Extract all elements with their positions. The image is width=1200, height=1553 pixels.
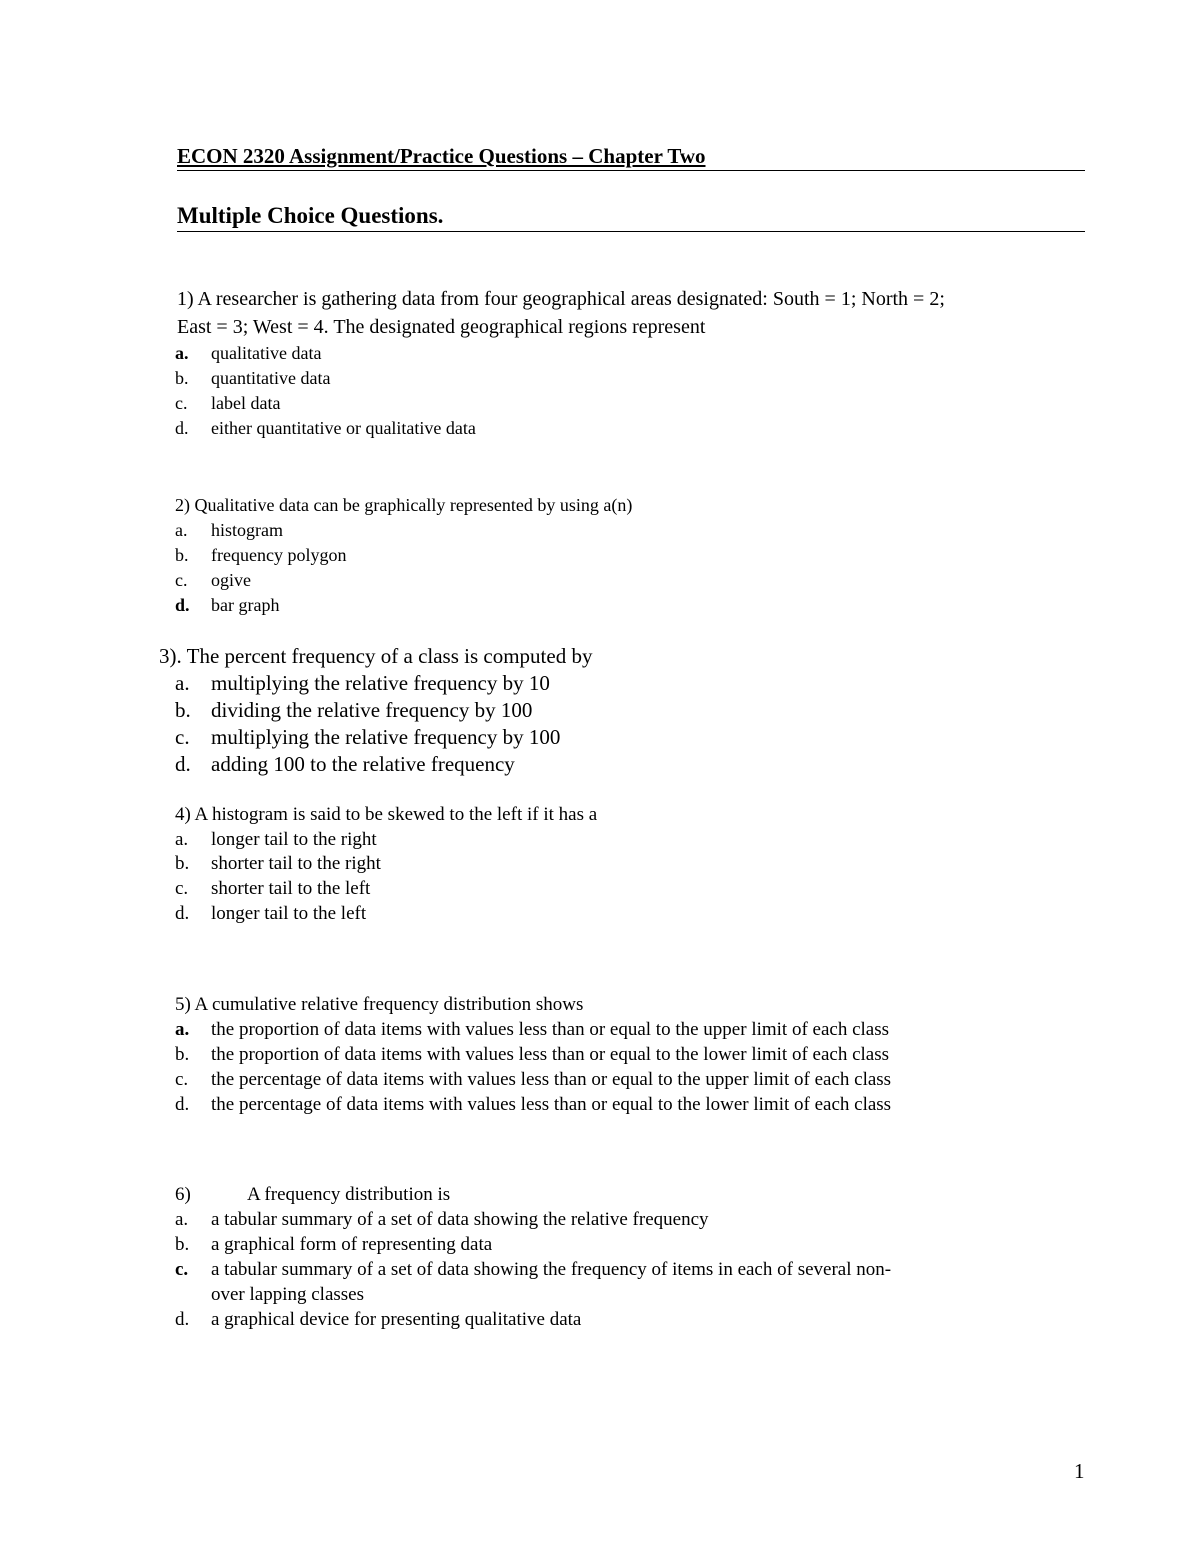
- question-stem: 5) A cumulative relative frequency distribution shows: [175, 994, 584, 1015]
- option-letter: a.: [175, 520, 188, 540]
- option-letter: d.: [175, 1094, 190, 1115]
- answer-option: [175, 593, 632, 618]
- option-text: the percentage of data items with values less than or equal to the lower limit of each class: [211, 1094, 892, 1115]
- answer-option: [175, 543, 632, 568]
- question-5: [175, 992, 892, 1117]
- section-heading: Multiple Choice Questions.: [177, 201, 1085, 232]
- option-text: label data: [211, 393, 281, 413]
- option-text: qualitative data: [211, 343, 322, 363]
- question-3: [159, 643, 592, 670]
- question-stem: 4) A histogram is said to be skewed to the left if it has a: [175, 804, 598, 825]
- answer-option: [175, 876, 597, 901]
- question-stem: 2) Qualitative data can be graphically represented by using a(n): [175, 495, 633, 515]
- option-letter: a.: [175, 1209, 189, 1230]
- option-text: ogive: [211, 570, 251, 590]
- option-text: dividing the relative frequency by 100: [211, 698, 533, 722]
- option-text: frequency polygon: [211, 545, 347, 565]
- option-text: multiplying the relative frequency by 10: [211, 671, 550, 695]
- option-letter: b.: [175, 1234, 190, 1255]
- option-text: longer tail to the left: [211, 903, 367, 924]
- answer-option: [175, 1067, 892, 1092]
- option-letter: a.: [175, 829, 189, 850]
- option-text: bar graph: [211, 595, 280, 615]
- option-letter: d.: [175, 595, 190, 615]
- answer-option: [175, 568, 632, 593]
- option-text-continued: over lapping classes: [211, 1284, 365, 1305]
- option-letter: b.: [175, 545, 189, 565]
- answer-option: [175, 518, 632, 543]
- question-stem: A frequency distribution is: [247, 1184, 451, 1205]
- answer-option: [175, 1017, 890, 1042]
- option-letter: c.: [175, 1259, 189, 1280]
- option-text: a graphical device for presenting qualitative data: [211, 1309, 582, 1330]
- answer-option: [175, 1042, 890, 1067]
- answer-option: [175, 901, 597, 926]
- question-number: 6): [175, 1184, 191, 1205]
- answer-option: [175, 827, 597, 851]
- option-letter: a.: [175, 343, 189, 363]
- option-letter: a.: [175, 671, 190, 695]
- option-text: histogram: [211, 520, 283, 540]
- option-letter: c.: [175, 878, 189, 899]
- option-letter: b.: [175, 853, 190, 874]
- question-2: [175, 493, 632, 618]
- question-1: [177, 285, 945, 341]
- option-letter: d.: [175, 1309, 190, 1330]
- option-text: a tabular summary of a set of data showing the relative frequency: [211, 1209, 709, 1230]
- option-text: adding 100 to the relative frequency: [211, 752, 515, 776]
- option-letter: a.: [175, 1019, 190, 1040]
- option-text: shorter tail to the right: [211, 853, 381, 874]
- option-text: shorter tail to the left: [211, 878, 371, 899]
- question-stem: 1) A researcher is gathering data from four geographical areas designated: South = 1; North = 2;: [177, 288, 945, 310]
- question-stem-continued: East = 3; West = 4. The designated geographical regions represent: [177, 316, 706, 338]
- option-letter: c.: [175, 393, 188, 413]
- question-stem: 3). The percent frequency of a class is computed by: [159, 644, 593, 668]
- option-letter: b.: [175, 698, 191, 722]
- option-letter: c.: [175, 570, 188, 590]
- option-text: multiplying the relative frequency by 100: [211, 725, 561, 749]
- option-text: quantitative data: [211, 368, 331, 388]
- document-title: ECON 2320 Assignment/Practice Questions – Chapter Two: [177, 143, 1085, 171]
- answer-option: [175, 851, 597, 876]
- answer-option: [175, 1092, 892, 1117]
- option-text: a graphical form of representing data: [211, 1234, 493, 1255]
- option-text: a tabular summary of a set of data showing the frequency of items in each of several non-: [211, 1259, 892, 1280]
- option-letter: c.: [175, 725, 190, 749]
- option-letter: d.: [175, 752, 191, 776]
- option-letter: b.: [175, 1044, 190, 1065]
- option-text: the percentage of data items with values less than or equal to the upper limit of each class: [211, 1069, 892, 1090]
- option-text: the proportion of data items with values less than or equal to the lower limit of each class: [211, 1044, 890, 1065]
- option-text: the proportion of data items with values less than or equal to the upper limit of each class: [211, 1019, 890, 1040]
- question-4: [175, 802, 597, 926]
- page-number: 1: [1074, 1459, 1085, 1483]
- option-letter: d.: [175, 903, 190, 924]
- option-letter: b.: [175, 368, 189, 388]
- option-text: longer tail to the right: [211, 829, 377, 850]
- option-text: either quantitative or qualitative data: [211, 418, 476, 438]
- option-letter: c.: [175, 1069, 189, 1090]
- option-letter: d.: [175, 418, 189, 438]
